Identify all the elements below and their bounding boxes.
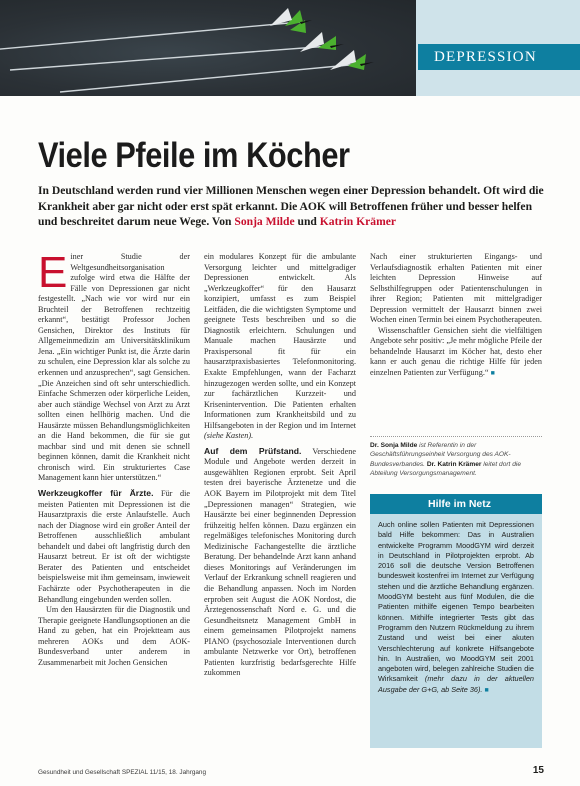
article-lead	[38, 183, 544, 230]
end-mark: ■	[490, 369, 495, 378]
paragraph: Um den Hausärzten für die Diagnostik und Therapie geeignete Handlungsoptionen an die Hand zu geben, hat ein Projektteam aus mehreren AOKs und dem AOK-Bundesverband unter anderem in Zusammenarbeit mit Jochen Gensichen	[38, 605, 190, 667]
info-box	[370, 494, 542, 748]
drop-cap: E	[38, 252, 68, 297]
author-role: ist Referentin in der Geschäftsführungseinheit Versorgung des AOK-Bundesverbandes.	[370, 442, 511, 468]
article-column-1	[38, 252, 190, 760]
author-note	[370, 436, 542, 479]
info-box-text	[370, 514, 542, 696]
paragraph: Wissenschaftler Gensichen sieht die vielfältigen Angebote sehr positiv: „Je mehr mögliche Pfeile der behandelnde Hausarzt im Köcher hat, desto eher kann er auch genau die richtige Hilfe für jeden einzelnen Patienten zur Verfügung.“	[370, 325, 542, 378]
article-title: Viele Pfeile im Köcher	[38, 136, 350, 175]
page-number: 15	[532, 765, 544, 776]
box-reference: (siehe Kasten).	[204, 431, 254, 441]
magazine-info: Gesundheit und Gesellschaft SPEZIAL 11/15, 18. Jahrgang	[38, 769, 207, 776]
paragraph: Nach einer strukturierten Eingangs- und Verlaufsdiagnostik erhalten Patienten mit einer leichten Depression Hinweise auf Selbsthilfegruppen oder Patientenschulungen in ihrer Region; Patienten mit mittelgradiger Depression vermittelt der Hausarzt binnen zwei Wochen einen Termin bei einem Psychotherapeuten.	[370, 252, 542, 325]
author-name: Dr. Sonja Milde	[370, 442, 418, 449]
page-footer	[38, 767, 544, 779]
author-role: leitet dort die Abteilung Versorgungsmanagement.	[370, 460, 522, 478]
paragraph: ein modulares Konzept für die ambulante Versorgung leichter und mittelgradiger Depressionen entwickelt. Als „Werkzeugkoffer“ für den Hausarzt konzipiert, umfasst es zum Beispiel Leitfäden, die die wichtigsten Symptome und geeignete Tests beschreiben und so die Diagnostik erleichtern. Schulungen und Manuale machen Hausärzte und Praxispersonal fit für ein hausarztpraxisbasiertes Telefonmonitoring. Exakte Empfehlungen, wann der Facharzt hinzugezogen werden sollte, und ein Konzept zur fachärztlichen Kurzzeit- und Krisenintervention. Die Patienten erhalten Informationen zum Krankheitsbild und zu Hilfsangeboten in der Region und im Internet	[204, 252, 356, 430]
paragraph: Für die meisten Patienten mit Depressionen ist die Hausarztpraxis die erste Anlaufstelle. Auch nach der Diagnose wird ein großer Anteil der Betroffenen ausschließlich ambulant behandelt und dabei oft langfristig durch den Hausarzt betreut. Er ist oft der wichtigste Berater des Patienten und entscheidet beispielsweise mit ihm gemeinsam, inwieweit Fachärzte oder Psychotherapeuten in die Behandlung eingebunden werden sollen.	[38, 489, 190, 604]
author-name: Dr. Katrin Krämer	[426, 460, 482, 468]
lead-and: und	[294, 215, 320, 229]
subheading: Auf dem Prüfstand.	[204, 445, 302, 456]
article-column-3	[370, 252, 542, 434]
author-1: Sonja Milde	[234, 215, 295, 229]
author-2: Katrin Krämer	[319, 215, 397, 229]
info-box-heading: Hilfe im Netz	[370, 494, 542, 514]
paragraph: iner Studie der Weltgesundheitsorganisation zufolge wird etwa die Hälfte der Fälle von Depressionen gar nicht festgestellt. „Nach wie vor wird nur ein Bruchteil der Betroffenen rechtzeitig erkannt“, bestätigt Professor Jochen Gensichen, Direktor des Instituts für Allgemeinmedizin am Universitätsklinikum Jena. „Ein wichtiger Punkt ist, die Ärzte darin zu schulen, eine Depression klar als solche zu erkennen und anzusprechen“, sagt Gensichen. „Die Anzeichen sind oft sehr unterschiedlich. Einfache Schmerzen oder körperliche Leiden, aber auch ständige Wechsel von Arzt zu Arzt sollten einen hellhörig machen. Und die Hausärzte müssen Behandlungsmöglichkeiten an die Hand bekommen, die für sie gut machbar sind und mit denen sie schnell beginnen können, damit die Krankheit nicht chronisch wird. Ein strukturiertes Case Management kann hier unterstützen.“	[38, 252, 190, 483]
paragraph: Verschiedene Module und Angebote werden derzeit in ausgewählten Regionen erprobt. Seit April testen drei bayerische Ärztenetze und die AOK Bayern im Pilotprojekt mit dem Titel „Depressionen managen“ Strategien, wie Hausärzte bei einer beginnenden Depression frühzeitig helfen können. Dazu ergänzen ein regelmäßiges telefonisches Monitoring durch Medizinische Fachangestellte die ärztliche Beratung. Der behandelnde Arzt kann anhand dieses Monitorings auf Veränderungen im Verlauf der Erkrankung schnell reagieren und die Behandlung anpassen. Noch im Norden erproben seit August die AOK Nordost, die Ärztegenossenschaft Nord e. G. und die Gesundheitsnetz Management GmbH in einem gemeinsamen Pilotprojekt namens PIANO (psychosoziale Interventionen durch ambulante Netzwerke vor Ort), betroffenen Patienten kurzfristig bedarfsgerechte Hilfe zukommen	[204, 446, 356, 678]
end-mark: ■	[484, 686, 489, 694]
lead-text: In Deutschland werden rund vier Millionen Menschen wegen einer Depression behandelt. Oft wird die Krankheit aber gar nicht oder erst spät erkannt. Die AOK will Betroffenen früher und besser helfen und beschreitet darum neue Wege. Von	[38, 184, 544, 229]
hero-image	[0, 0, 416, 96]
info-box-body: Auch online sollen Patienten mit Depressionen bald Hilfe bekommen: Das in Australien entwickelte Programm MoodGYM wird derzeit in Deutschland in Pilotprojekten erprobt. Ab 2016 soll die deutsche Version Betroffenen bundesweit kostenfrei im Internet zur Verfügung stehen und die ärztliche Behandlung ergänzen. MoodGYM besteht aus fünf Modulen, die die Patienten mithilfe eigenen Tempo bearbeiten können. Mithilfe integrierter Tests gibt das Programm den Nutzern Rückmeldung zu ihrem Zustand und weist bei einer akuten Verschlechterung auf konkrete Hilfsangebote hin. In Australien, wo MoodGYM seit 2001 angeboten wird, belegen zahlreiche Studien die Wirksamkeit	[378, 520, 534, 684]
section-label: DEPRESSION	[418, 44, 580, 70]
info-box-reference: (mehr dazu in der aktuellen Ausgabe der G+G, ab Seite 36).	[378, 674, 534, 694]
article-column-2	[204, 252, 356, 760]
arrows-illustration	[0, 0, 416, 96]
subheading: Werkzeugkoffer für Ärzte.	[38, 488, 154, 499]
